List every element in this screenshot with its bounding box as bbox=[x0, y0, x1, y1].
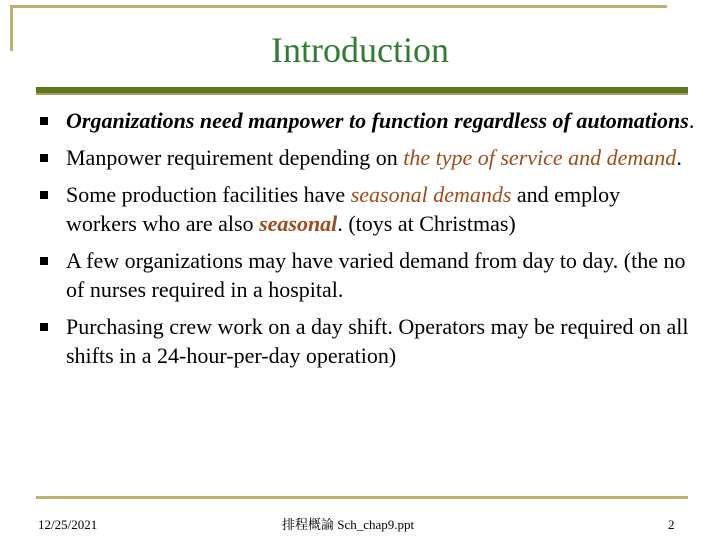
corner-frame-top bbox=[10, 5, 667, 8]
bullet-text-segment: A few organizations may have varied demand from day to day. (the no of nurses required in a hospital. bbox=[66, 248, 686, 302]
bullet-item bbox=[36, 106, 696, 135]
footer-divider bbox=[36, 496, 688, 499]
bullet-text-segment: and employ workers who are also bbox=[66, 182, 621, 236]
bullet-text-segment: . (toys at Christmas) bbox=[337, 211, 516, 236]
bullet-text-segment: Manpower requirement depending on bbox=[66, 145, 404, 170]
bullet-text-segment: Some production facilities have bbox=[66, 182, 351, 207]
bullet-text-segment: seasonal bbox=[259, 211, 338, 236]
bullet-text-segment: seasonal demands bbox=[350, 182, 512, 207]
bullet-item bbox=[36, 246, 696, 304]
bullet-text-segment: . bbox=[688, 108, 695, 133]
bullet-item bbox=[36, 312, 696, 370]
bullet-text-segment: the type of service and demand bbox=[403, 145, 677, 170]
square-bullet-icon bbox=[40, 257, 48, 265]
square-bullet-icon bbox=[40, 323, 48, 331]
square-bullet-icon bbox=[40, 154, 48, 162]
bullet-text-segment: . bbox=[676, 145, 682, 170]
bullet-list bbox=[36, 106, 696, 378]
square-bullet-icon bbox=[40, 117, 48, 125]
footer-date: 12/25/2021 bbox=[38, 517, 98, 532]
title-underline bbox=[36, 87, 688, 95]
slide-title: Introduction bbox=[271, 30, 449, 70]
bullet-text-segment: Purchasing crew work on a day shift. Operators may be required on all shifts in a 24-hour-per-day operation) bbox=[66, 314, 689, 368]
square-bullet-icon bbox=[40, 191, 48, 199]
bullet-item bbox=[36, 143, 696, 172]
bullet-text-segment: Organizations need manpower to function regardless of automations bbox=[66, 108, 689, 133]
page-number: 2 bbox=[668, 517, 675, 532]
bullet-item bbox=[36, 180, 696, 238]
footer-filename: 排程概論 Sch_chap9.ppt bbox=[282, 517, 415, 532]
